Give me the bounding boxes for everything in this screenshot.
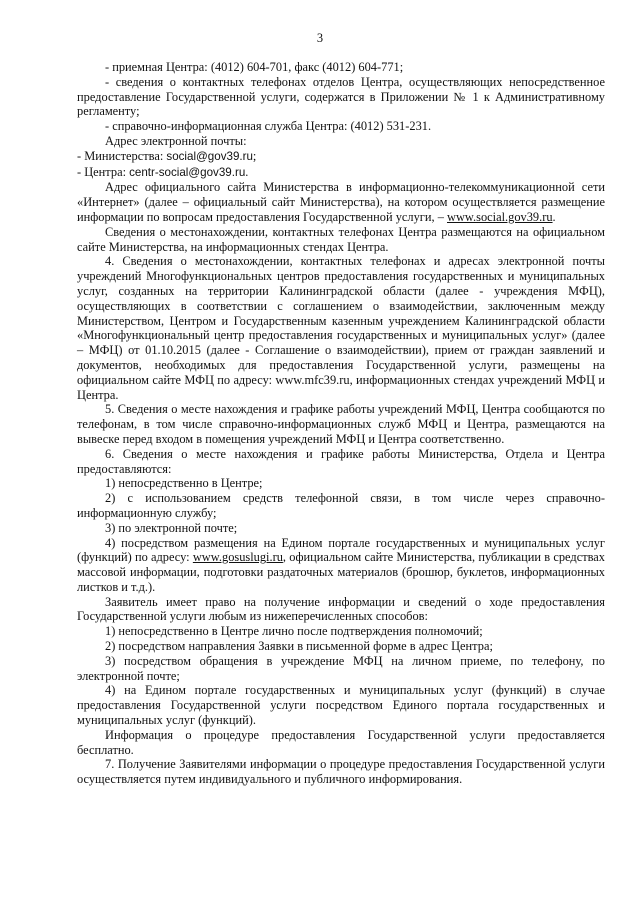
list-item-6-3: 3) по электронной почте; bbox=[105, 520, 238, 535]
paragraph-center-location-info: Сведения о местонахождении, контактных телефонах Центра размещаются на официальном сайте Министерства, на информационных стендах Центра. bbox=[77, 224, 605, 254]
list-item-rights-4: 4) на Едином портале государственных и муниципальных услуг (функций) в случае предоставления Государственной услуги посредством Единого портала государственных и муниципальных услуг (функций). bbox=[77, 683, 605, 728]
list-item-rights-3: 3) посредством обращения в учреждение МФЦ на личном приеме, по телефону, по электронной почте; bbox=[77, 653, 605, 683]
paragraph-department-phones: - сведения о контактных телефонах отделов Центра, осуществляющих непосредственное предоставление Государственной услуги, содержатся в Приложении № 1 к Административному регламенту; bbox=[77, 74, 605, 119]
paragraph-ministry-email: - Министерства: social@gov39.ru; bbox=[77, 148, 257, 163]
paragraph-item-5-mfc-schedule: 5. Сведения о месте нахождения и графике работы учреждений МФЦ, Центра сообщаются по телефонам, в том числе справочно-информационных служб МФЦ и Центра, размещаются на вывеске перед входом в помещения учреждений МФЦ и Центра соответственно. bbox=[77, 402, 605, 446]
paragraph-email-heading: Адрес электронной почты: bbox=[105, 133, 247, 148]
list-item-6-4: 4) посредством размещения на Едином портале государственных и муниципальных услуг (функций) по адресу: www.gosuslugi.ru, официальном сайте Министерства, публикации в средствах массовой информации, подготовки раздаточных материалов (брошюр, буклетов, информационных листков и т.д.). bbox=[77, 535, 605, 594]
page-number: 3 bbox=[316, 31, 324, 45]
paragraph-help-service: - справочно-информационная служба Центра: (4012) 531-231. bbox=[105, 119, 432, 134]
ministry-email-link[interactable]: social@gov39.ru bbox=[166, 149, 253, 163]
paragraph-applicant-rights: Заявитель имеет право на получение информации и сведений о ходе предоставления Государственной услуги любым из нижеперечисленных способов: bbox=[77, 594, 605, 624]
list-item-rights-2: 2) посредством направления Заявки в письменной форме в адрес Центра; bbox=[105, 639, 493, 654]
paragraph-official-site: Адрес официального сайта Министерства в информационно-телекоммуникационной сети «Интернет» (далее – официальный сайт Министерства), на котором осуществляется размещение информации по вопросам предоставления Государственной услуги, – www.social.gov39.ru. bbox=[77, 180, 605, 224]
gosuslugi-link[interactable]: www.gosuslugi.ru bbox=[192, 550, 283, 565]
list-item-rights-1: 1) непосредственно в Центре лично после подтверждения полномочий; bbox=[105, 624, 483, 639]
paragraph-item-6-intro: 6. Сведения о месте нахождения и графике работы Министерства, Отдела и Центра предоставляются: bbox=[77, 446, 605, 476]
paragraph-free-info: Информация о процедуре предоставления Государственной услуги предоставляется бесплатно. bbox=[77, 727, 605, 757]
list-item-6-1: 1) непосредственно в Центре; bbox=[105, 476, 263, 491]
paragraph-item-4-mfc: 4. Сведения о местонахождении, контактных телефонах и адресах электронной почты учреждений Многофункциональных центров предоставления государственных и муниципальных услуг, созданных на территории Калининградской области (далее - учреждения МФЦ), осуществляющих в соответствии с соглашением о взаимодействии, заключенным между Министерством, Центром и Государственным казенным учреждением Калининградской области «Многофункциональный центр предоставления государственных и муниципальных услуг» (далее – МФЦ) от 01.10.2015 (далее - Соглашение о взаимодействии), прием от граждан заявлений и документов, необходимых для предоставления Государственной услуги, размещены на официальном сайте МФЦ по адресу: www.mfc39.ru, информационных стендах учреждений МФЦ и Центра. bbox=[77, 254, 605, 402]
paragraph-center-email: - Центра: centr-social@gov39.ru. bbox=[77, 164, 249, 179]
ministry-site-link[interactable]: www.social.gov39.ru bbox=[447, 209, 553, 224]
paragraph-item-7: 7. Получение Заявителями информации о процедуре предоставления Государственной услуги осуществляется путем индивидуального и публичного информирования. bbox=[77, 757, 605, 787]
paragraph-reception-phone: - приемная Центра: (4012) 604-701, факс (4012) 604-771; bbox=[105, 60, 404, 74]
document-body bbox=[77, 60, 605, 787]
list-item-6-2: 2) с использованием средств телефонной связи, в том числе через справочно-информационную службу; bbox=[77, 491, 605, 520]
center-email-link[interactable]: centr-social@gov39.ru bbox=[129, 165, 246, 179]
